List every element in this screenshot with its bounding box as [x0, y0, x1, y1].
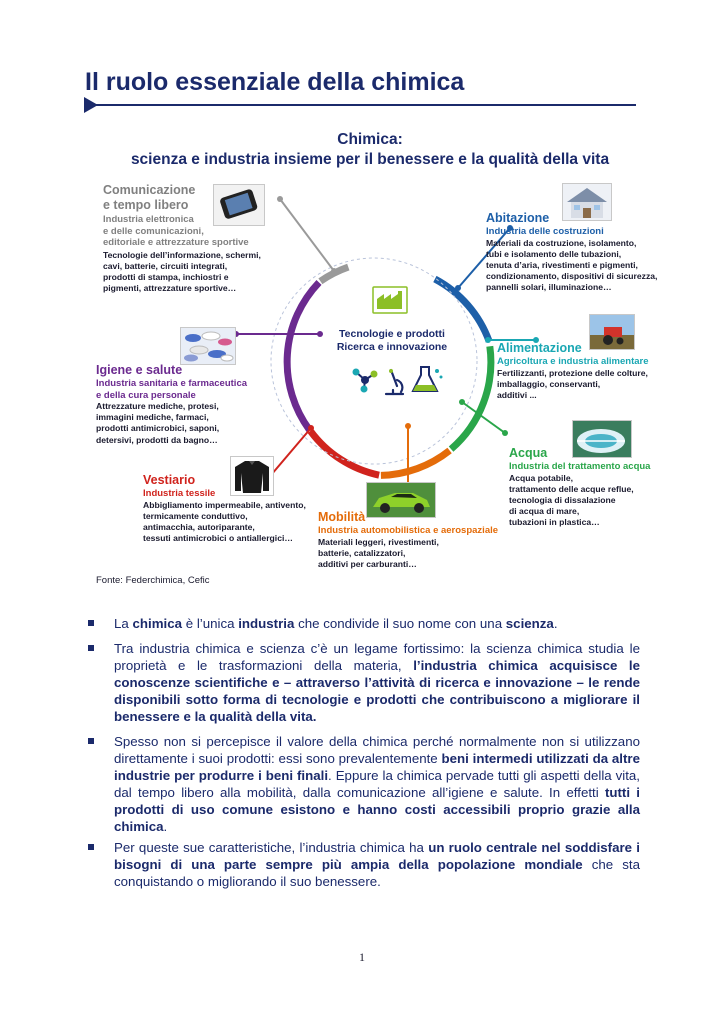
text-run-bold: industria [238, 616, 295, 631]
bullet-marker-icon [88, 620, 94, 626]
section-subtitle: Industria sanitaria e farmaceutica e della cura personale [96, 378, 248, 401]
page-title: Il ruolo essenziale della chimica [85, 68, 465, 96]
bullet-marker-icon [88, 738, 94, 744]
factory-icon [373, 287, 407, 313]
text-run: . Eppure la chimica pervade tutti gli aspetti della vita, dal tempo libero alla mobilità, dalla comunicazione all’igiene e salute. In effetti [114, 768, 641, 801]
section-items: Abbigliamento impermeabile, antivento, termicamente conduttivo, antimacchia, autoriparante, tessuti antimicrobici o antiallergici… [143, 499, 306, 544]
bullet-3 [88, 733, 640, 836]
section-title: Abitazione [486, 211, 550, 225]
center-label [318, 328, 466, 354]
section-items: Acqua potabile, trattamento delle acque reflue, tecnologia di dissalazione di acqua di mare, tubazioni in plastica… [509, 472, 634, 528]
section-acqua [509, 446, 679, 529]
section-items: Tecnologie dell’informazione, schermi, cavi, batterie, circuiti integrati, prodotti di stampa, inchiostri e pigmenti, attrezzature sportive… [103, 249, 261, 294]
section-comunicazione [103, 183, 273, 294]
flask-icon [413, 367, 443, 391]
text-run: Tra industria chimica e scienza c’è un legame fortissimo: la scienza chimica studia le proprietà e le trasformazioni della materia, [114, 641, 640, 674]
text-run: è l’unica [182, 616, 239, 631]
section-items: Materiali da costruzione, isolamento, tubi e isolamento delle tubazioni, tenuta d’aria, rivestimenti e pigmenti, condizionamento, dispositivi di sicurezza, pannelli solari, illuminazione… [486, 237, 658, 293]
section-igiene [96, 363, 266, 446]
text-run-bold: un ruolo centrale nel soddisfare i bisogni di una parte sempre più ampia della popolazione mondiale [114, 840, 641, 873]
section-items: Fertilizzanti, protezione delle colture, imballaggio, conservanti, additivi ... [497, 367, 648, 400]
section-title: Vestiario [143, 473, 196, 487]
section-alimentazione [497, 341, 677, 401]
section-title: Alimentazione [497, 341, 582, 355]
ring-segment-green [451, 346, 491, 449]
text-run: Spesso non si percepisce il valore della chimica perché normalmente non si utilizzano direttamente i suoi prodotti: essi sono prevalentemente [114, 734, 640, 767]
infographic-title-line1: Chimica: [337, 131, 403, 148]
section-items: Materiali leggeri, rivestimenti, batterie, catalizzatori, additivi per carburanti… [318, 536, 439, 569]
text-run: che condivide il suo nome con una [294, 616, 506, 631]
section-title: Mobilità [318, 510, 366, 524]
section-subtitle: Industria delle costruzioni [486, 226, 604, 237]
section-title: Comunicazione e tempo libero [103, 183, 196, 212]
center-label-line1: Tecnologie e prodotti [339, 328, 445, 340]
pills-photo [180, 327, 236, 365]
text-run-bold: chimica [132, 616, 183, 631]
microscope-icon [386, 369, 403, 394]
text-run: che sta conquistando o migliorando il suo benessere. [114, 857, 640, 890]
page-number: 1 [359, 950, 365, 964]
bullet-1 [88, 615, 640, 632]
text-run: . [163, 819, 168, 835]
center-label-line2: Ricerca e innovazione [336, 341, 448, 353]
source-note: Fonte: Federchimica, Cefic [96, 575, 210, 586]
section-subtitle: Industria del trattamento acqua [509, 461, 651, 472]
bullet-marker-icon [88, 645, 94, 651]
text-run-bold: beni intermedi utilizzati da altre industrie per produrre i beni finali [114, 751, 640, 784]
section-title: Igiene e salute [96, 363, 183, 377]
connector-gray [280, 199, 334, 271]
bullet-2 [88, 640, 640, 725]
bullet-4 [88, 839, 640, 890]
section-title: Acqua [509, 446, 548, 460]
section-abitazione [486, 211, 686, 294]
text-run: La [114, 616, 133, 631]
ring-segment-red [310, 431, 379, 475]
section-mobilita [318, 510, 518, 570]
ring-segment-purple [287, 282, 319, 430]
text-run: Per queste sue caratteristiche, l’industria chimica ha [114, 840, 429, 855]
section-subtitle: Industria tessile [143, 488, 216, 499]
text-run-bold: scienza [505, 616, 554, 631]
molecule-icon [353, 369, 378, 393]
text-run: . [553, 616, 558, 631]
section-subtitle: Industria elettronica e delle comunicazioni, editoriale e attrezzature sportive [103, 214, 249, 248]
bullet-marker-icon [88, 844, 94, 850]
section-vestiario [143, 473, 313, 544]
section-subtitle: Agricoltura e industria alimentare [497, 356, 649, 367]
section-subtitle: Industria automobilistica e aerospaziale [318, 525, 499, 536]
text-run-bold: l’industria chimica acquisisce le conoscenze scientifiche e – attraverso l’attività di ricerca e innovazione – le rende disponibili sotto forma di tecnologie e prodotti che contribuiscono a migliorare il benessere e la qualità della vita. [114, 658, 640, 725]
section-items: Attrezzature mediche, protesi, immagini mediche, farmaci, prodotti antimicrobici, saponi, detersivi, prodotti da bagno… [96, 401, 220, 445]
infographic-title-line2: scienza e industria insieme per il benessere e la qualità della vita [130, 151, 610, 168]
text-run-bold: tutti i prodotti di uso comune esistono e hanno costi accessibili proprio grazie alla chimica [114, 785, 640, 835]
